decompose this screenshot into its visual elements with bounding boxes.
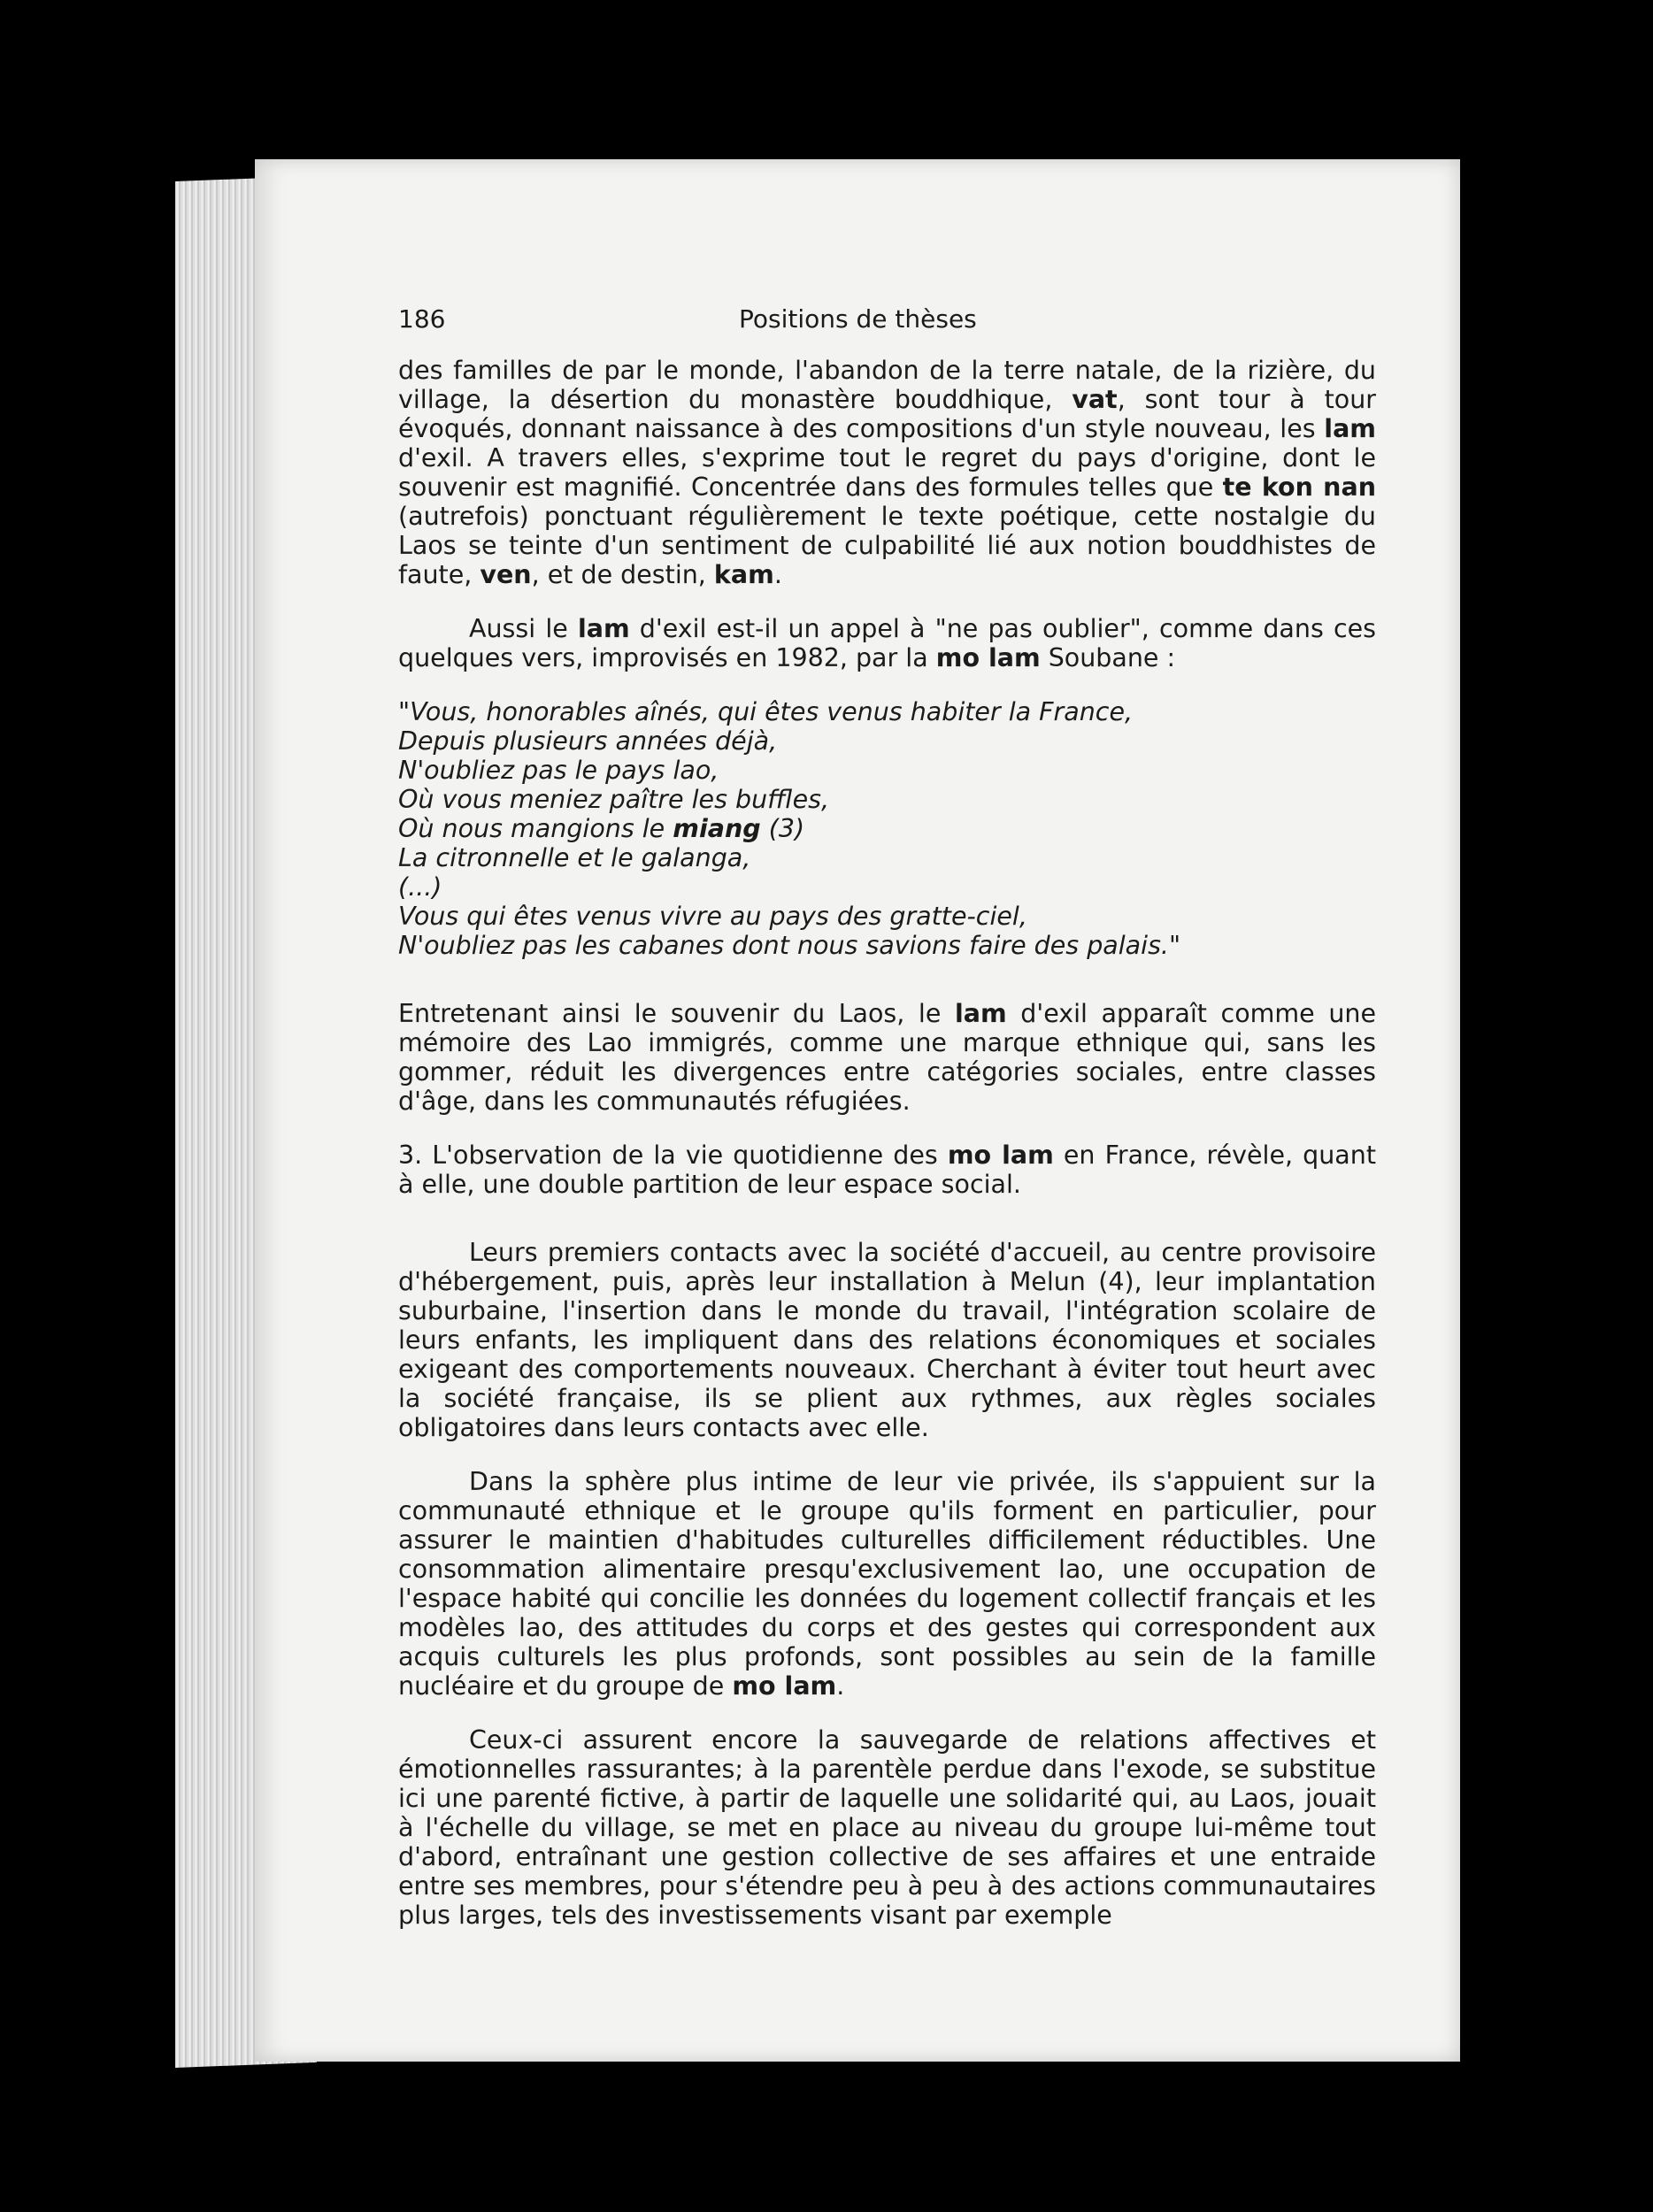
paragraph-2: Aussi le lam d'exil est-il un appel à "ne pas oublier", comme dans ces quelques vers, improvisés en 1982, par la mo lam Soubane :	[398, 614, 1376, 672]
term-kam: kam	[713, 560, 774, 589]
paragraph-7: Ceux-ci assurent encore la sauvegarde de relations affectives et émotionnelles rassurantes; à la parentèle perdue dans l'exode, se substitue ici une parenté fictive, à partir de laquelle une solidarité qui, au Laos, jouait à l'échelle du village, se met en place au niveau du groupe lui-même tout d'abord, entraînant une gestion collective de ses affaires et une entraide entre ses membres, pour s'étendre peu à peu à des actions communautaires plus larges, tels des investissements visant par exemple	[398, 1725, 1376, 1930]
running-title: Positions de thèses	[739, 304, 977, 334]
poem-quote	[398, 697, 1376, 960]
term-lam: lam	[1324, 414, 1376, 443]
poem-line: "Vous, honorables aînés, qui êtes venus habiter la France,	[398, 697, 1134, 726]
term-mo-lam: mo lam	[935, 643, 1041, 672]
paragraph-6: Dans la sphère plus intime de leur vie privée, ils s'appuient sur la communauté ethnique et le groupe qu'ils forment en particulier, pour assurer le maintien d'habitudes culturelles difficilement réductibles. Une consommation alimentaire presqu'exclusivement lao, une occupation de l'espace habité qui concilie les données du logement collectif français et les modèles lao, des attitudes du corps et des gestes qui correspondent aux acquis culturels les plus profonds, sont possibles au sein de la famille nucléaire et du groupe de mo lam.	[398, 1467, 1376, 1701]
term-te-kon-nan: te kon nan	[1222, 472, 1376, 502]
term-ven: ven	[480, 560, 532, 589]
poem-line: Depuis plusieurs années déjà,	[398, 726, 778, 756]
poem-line: Où nous mangions le miang (3)	[398, 814, 805, 843]
paragraph-1: des familles de par le monde, l'abandon de la terre natale, de la rizière, du village, la désertion du monastère bouddhique, vat, sont tour à tour évoqués, donnant naissance à des compositions d'un style nouveau, les lam d'exil. A travers elles, s'exprime tout le regret du pays d'origine, dont le souvenir est magnifié. Concentrée dans des formules telles que te kon nan (autrefois) ponctuant régulièrement le texte poétique, cette nostalgie du Laos se teinte d'un sentiment de culpabilité lié aux notion bouddhistes de faute, ven, et de destin, kam.	[398, 356, 1376, 589]
poem-line: La citronnelle et le galanga,	[398, 843, 751, 872]
poem-line: (...)	[398, 872, 442, 902]
term-lam: lam	[577, 614, 630, 643]
paragraph-4: 3. L'observation de la vie quotidienne des mo lam en France, révèle, quant à elle, une double partition de leur espace social.	[398, 1141, 1376, 1199]
paragraph-5: Leurs premiers contacts avec la société d'accueil, au centre provisoire d'hébergement, puis, après leur installation à Melun (4), leur implantation suburbaine, l'insertion dans le monde du travail, l'intégration scolaire de leurs enfants, les impliquent dans des relations économiques et sociales exigeant des comportements nouveaux. Cherchant à éviter tout heurt avec la société française, ils se plient aux rythmes, aux règles sociales obligatoires dans leurs contacts avec elle.	[398, 1238, 1376, 1442]
term-lam: lam	[954, 999, 1007, 1028]
term-vat: vat	[1072, 385, 1118, 414]
page-header	[398, 304, 1376, 340]
page-content	[398, 304, 1376, 1930]
term-miang: miang	[673, 814, 761, 843]
poem-line: Où vous meniez paître les buffles,	[398, 785, 830, 814]
page-number: 186	[398, 304, 446, 334]
poem-line: N'oubliez pas le pays lao,	[398, 756, 719, 785]
paragraph-3: Entretenant ainsi le souvenir du Laos, le lam d'exil apparaît comme une mémoire des Lao immigrés, comme une marque ethnique qui, sans les gommer, réduit les divergences entre catégories sociales, entre classes d'âge, dans les communautés réfugiées.	[398, 999, 1376, 1116]
term-mo-lam: mo lam	[732, 1671, 837, 1701]
term-mo-lam: mo lam	[947, 1141, 1054, 1170]
poem-line: N'oubliez pas les cabanes dont nous savions faire des palais."	[398, 931, 1181, 960]
poem-line: Vous qui êtes venus vivre au pays des gratte-ciel,	[398, 902, 1027, 931]
